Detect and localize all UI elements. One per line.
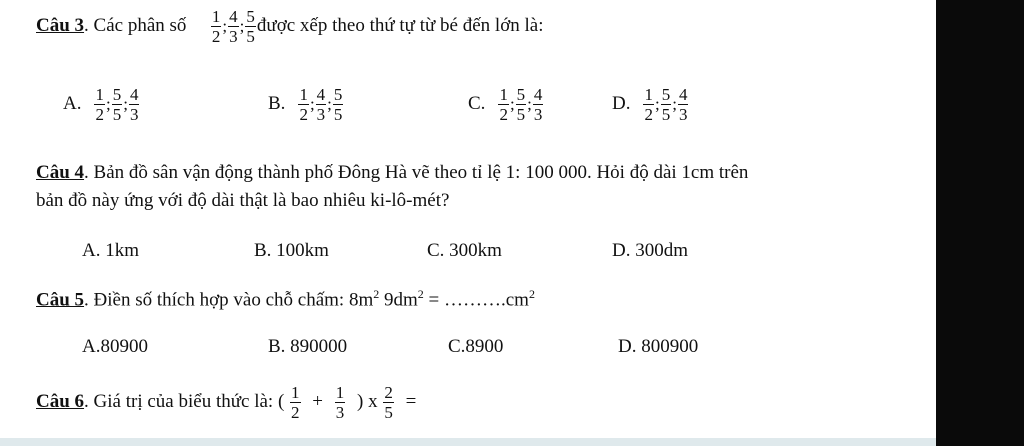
dark-side-panel (936, 0, 1024, 446)
option-b: B. 890000 (268, 336, 348, 357)
fraction: $\frac{1}{3}$ (335, 383, 345, 422)
question-4-text: . Bản đồ sân vận động thành phố Đông Hà vẽ theo tỉ lệ 1: 100 000. Hỏi độ dài 1cm trên (84, 162, 749, 183)
question-3-text-after: được xếp theo thứ tự từ bé đến lớn là: (256, 14, 544, 36)
fraction: $\frac{5}{5}$ (246, 7, 255, 46)
option-d: D. 800900 (618, 336, 699, 357)
question-6-label: Câu 6 (36, 390, 85, 412)
question-3-label: Câu 3 (36, 14, 85, 36)
option-c: C. $\frac{1}{2}$ ; $\frac{5}{5}$ ; $\frac{4}{3}$ (468, 85, 543, 124)
option-d: D. $\frac{1}{2}$ ; $\frac{5}{5}$ ; $\frac{4}{3}$ (612, 85, 688, 124)
option-b: B. 100km (254, 240, 329, 261)
question-4-line2: bản đồ này ứng với độ dài thật là bao nhiêu ki-lô-mét? (36, 190, 450, 211)
fraction: $\frac{2}{5}$ (384, 383, 393, 422)
option-c: C.8900 (448, 336, 504, 357)
question-3: Câu 3. Các phân số $\frac{1}{2}$ ; $\frac{4}{3}$ ; $\frac{5}{5}$ được xếp theo thứ tự từ bé đến lớn là: (36, 7, 544, 46)
question-5-label: Câu 5 (36, 289, 85, 311)
option-b: B. $\frac{1}{2}$ ; $\frac{4}{3}$ ; $\frac{5}{5}$ (268, 85, 343, 124)
question-6: Câu 6. Giá trị của biểu thức là: ( $\frac{1}{2}$ + $\frac{1}{3}$ ) x $\frac{2}{5}$ = (36, 383, 417, 422)
fraction: $\frac{1}{2}$ (211, 7, 221, 46)
question-4 (36, 162, 748, 184)
option-a: A. 1km (82, 240, 139, 261)
question-3-text: . Các phân số (84, 14, 187, 36)
question-4-label: Câu 4 (36, 162, 85, 183)
bottom-border (0, 438, 936, 446)
option-c: C. 300km (427, 240, 502, 261)
option-a: A. $\frac{1}{2}$ ; $\frac{5}{5}$ ; $\frac{4}{3}$ (63, 85, 139, 124)
question-5: Câu 5. Điền số thích hợp vào chỗ chấm: $8m^2$ $9dm^2$ = $\dots\dots\dots.cm^2$ (36, 287, 535, 311)
fraction: $\frac{1}{2}$ (291, 383, 300, 422)
option-d: D. 300dm (612, 240, 688, 261)
option-a: A.80900 (82, 336, 148, 357)
fraction: $\frac{4}{3}$ (229, 7, 238, 46)
